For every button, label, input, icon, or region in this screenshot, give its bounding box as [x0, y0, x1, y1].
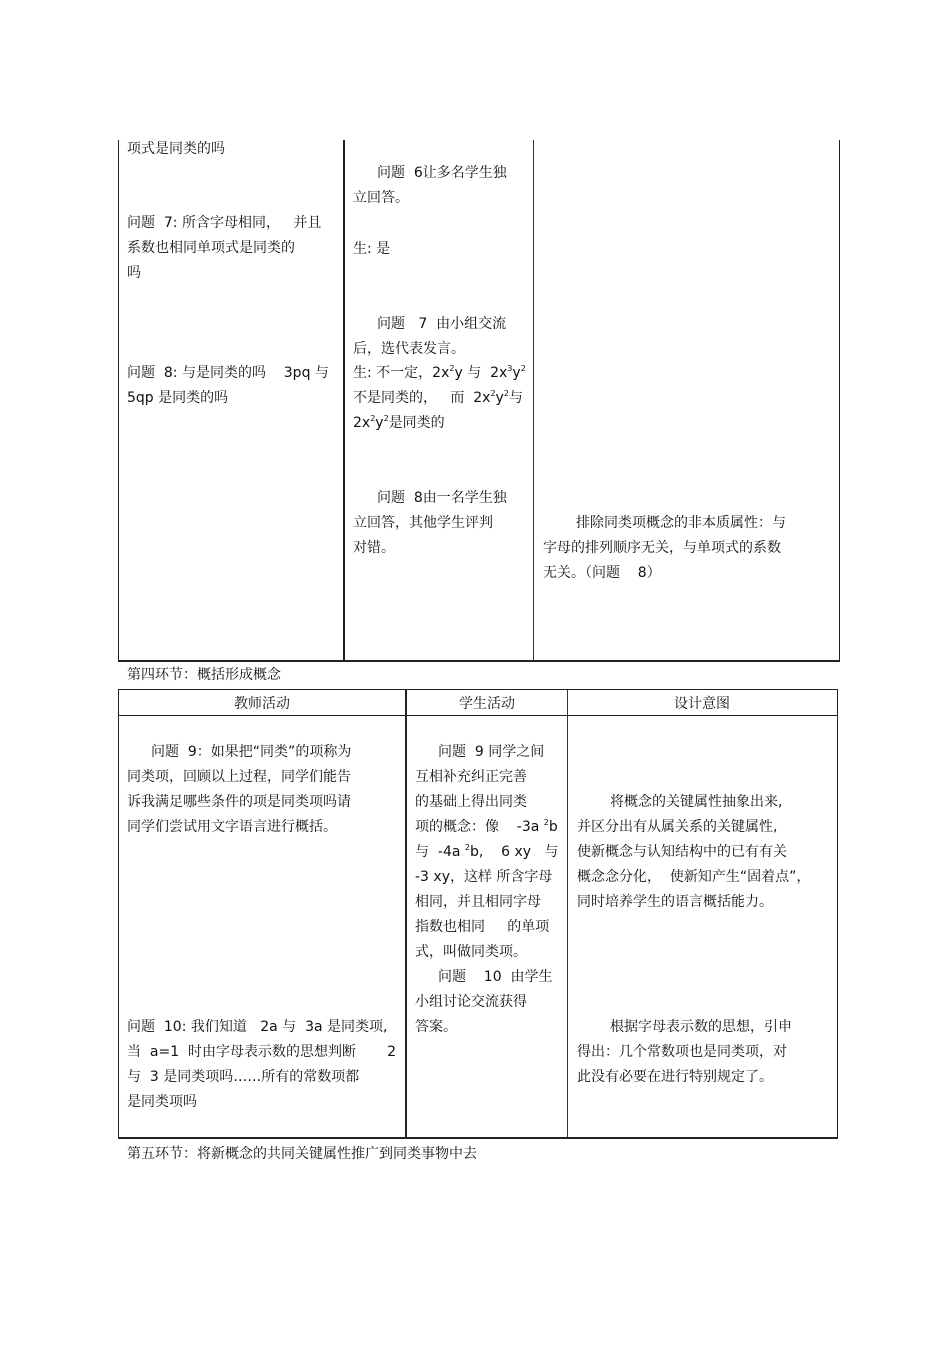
question-7-cont: 系数也相同单项式是同类的: [127, 240, 295, 256]
question-10: 问题 10: 我们知道 2a 与 3a 是同类项,: [127, 1019, 388, 1035]
question-9-cont: 诉我满足哪些条件的项是同类项吗请: [127, 794, 351, 810]
student-activity-q10: 问题 10 由学生: [438, 969, 553, 985]
header-divider: [119, 715, 837, 716]
design-intent-2: 根据字母表示数的思想，引申: [610, 1019, 792, 1035]
question-9-cont: 同学们尝试用文字语言进行概括。: [127, 819, 337, 835]
section-5-heading: 第五环节：将新概念的共同关键属性推广到同类事物中去: [127, 1146, 477, 1162]
student-answer-7: 生: 不一定，$2x^2y$ 与 $2x^3y^2$: [353, 364, 526, 381]
student-answer-7-line2: 不是同类的， 而 $2x^2y^2$与: [353, 389, 523, 406]
question-10-cont: 与 3 是同类项吗……所有的常数项都: [127, 1069, 360, 1085]
header-teacher-activity: 教师活动: [234, 696, 290, 712]
student-activity-cont: 与 -4a $^2$b, 6 xy 与: [415, 843, 559, 860]
question-9: 问题 9：如果把“同类”的项称为: [151, 744, 352, 760]
design-intent: 将概念的关键属性抽象出来,: [610, 794, 783, 810]
header-design-intent: 设计意图: [674, 696, 730, 712]
student-activity-cont: 相同，并且相同字母: [415, 894, 541, 910]
student-activity-cont: 指数也相同 的单项: [415, 919, 550, 935]
design-intent-cont: 概念念分化， 使新知产生“固着点”，: [577, 869, 811, 885]
student-answer-6: 生: 是: [353, 241, 391, 257]
question-8: 问题 8: 与是同类的吗 3pq 与: [127, 365, 329, 381]
question-7-cont: 吗: [127, 265, 141, 281]
student-q6: 问题 6让多名学生独: [377, 165, 507, 181]
student-q7-cont: 后，选代表发言。: [353, 341, 465, 357]
student-activity-cont: 答案。: [415, 1019, 457, 1035]
design-intent-cont: 同时培养学生的语言概括能力。: [577, 894, 773, 910]
question-10-cont: 是同类项吗: [127, 1094, 197, 1110]
design-intent: 排除同类项概念的非本质属性：与: [576, 515, 786, 531]
design-intent-2-cont: 得出：几个常数项也是同类项，对: [577, 1044, 787, 1060]
design-intent-cont: 使新概念与认知结构中的已有有关: [577, 844, 787, 860]
student-q6-cont: 立回答。: [353, 190, 409, 206]
design-intent-2-cont: 此没有必要在进行特别规定了。: [577, 1069, 773, 1085]
question-10-cont: 当 a=1 时由字母表示数的思想判断 2: [127, 1044, 397, 1060]
student-q8-cont: 立回答，其他学生评判: [353, 515, 493, 531]
column-divider: [405, 690, 407, 1137]
student-q8: 问题 8由一名学生独: [377, 490, 507, 506]
student-q8-cont: 对错。: [353, 540, 395, 556]
student-activity: 问题 9 同学之间: [438, 744, 545, 760]
student-answer-7-line3: $2x^2y^2$是同类的: [353, 414, 445, 431]
column-divider: [343, 140, 345, 660]
question-7: 问题 7: 所含字母相同， 并且: [127, 215, 322, 231]
column-divider: [533, 140, 534, 660]
student-activity-cont: 互相补充纠正完善: [415, 769, 527, 785]
question-9-cont: 同类项，回顾以上过程，同学们能告: [127, 769, 351, 785]
header-student-activity: 学生活动: [459, 696, 515, 712]
student-activity-cont: 式，叫做同类项。: [415, 944, 527, 960]
student-activity-cont: 小组讨论交流获得: [415, 994, 527, 1010]
student-activity-cont: 的基础上得出同类: [415, 794, 527, 810]
student-activity-cont: 项的概念：像 -3a $^2$b: [415, 818, 558, 835]
section-4-heading: 第四环节：概括形成概念: [127, 667, 281, 683]
student-activity-cont: -3 xy，这样 所含字母: [415, 869, 553, 885]
design-intent-cont: 字母的排列顺序无关，与单项式的系数: [543, 540, 781, 556]
teacher-text: 项式是同类的吗: [127, 141, 225, 157]
column-divider: [567, 690, 568, 1137]
design-intent-cont: 无关。（问题 8）: [543, 565, 661, 581]
design-intent-cont: 并区分出有从属关系的关键属性,: [577, 819, 778, 835]
student-q7: 问题 7 由小组交流: [377, 316, 507, 332]
question-8-cont: 5qp 是同类的吗: [127, 390, 229, 406]
